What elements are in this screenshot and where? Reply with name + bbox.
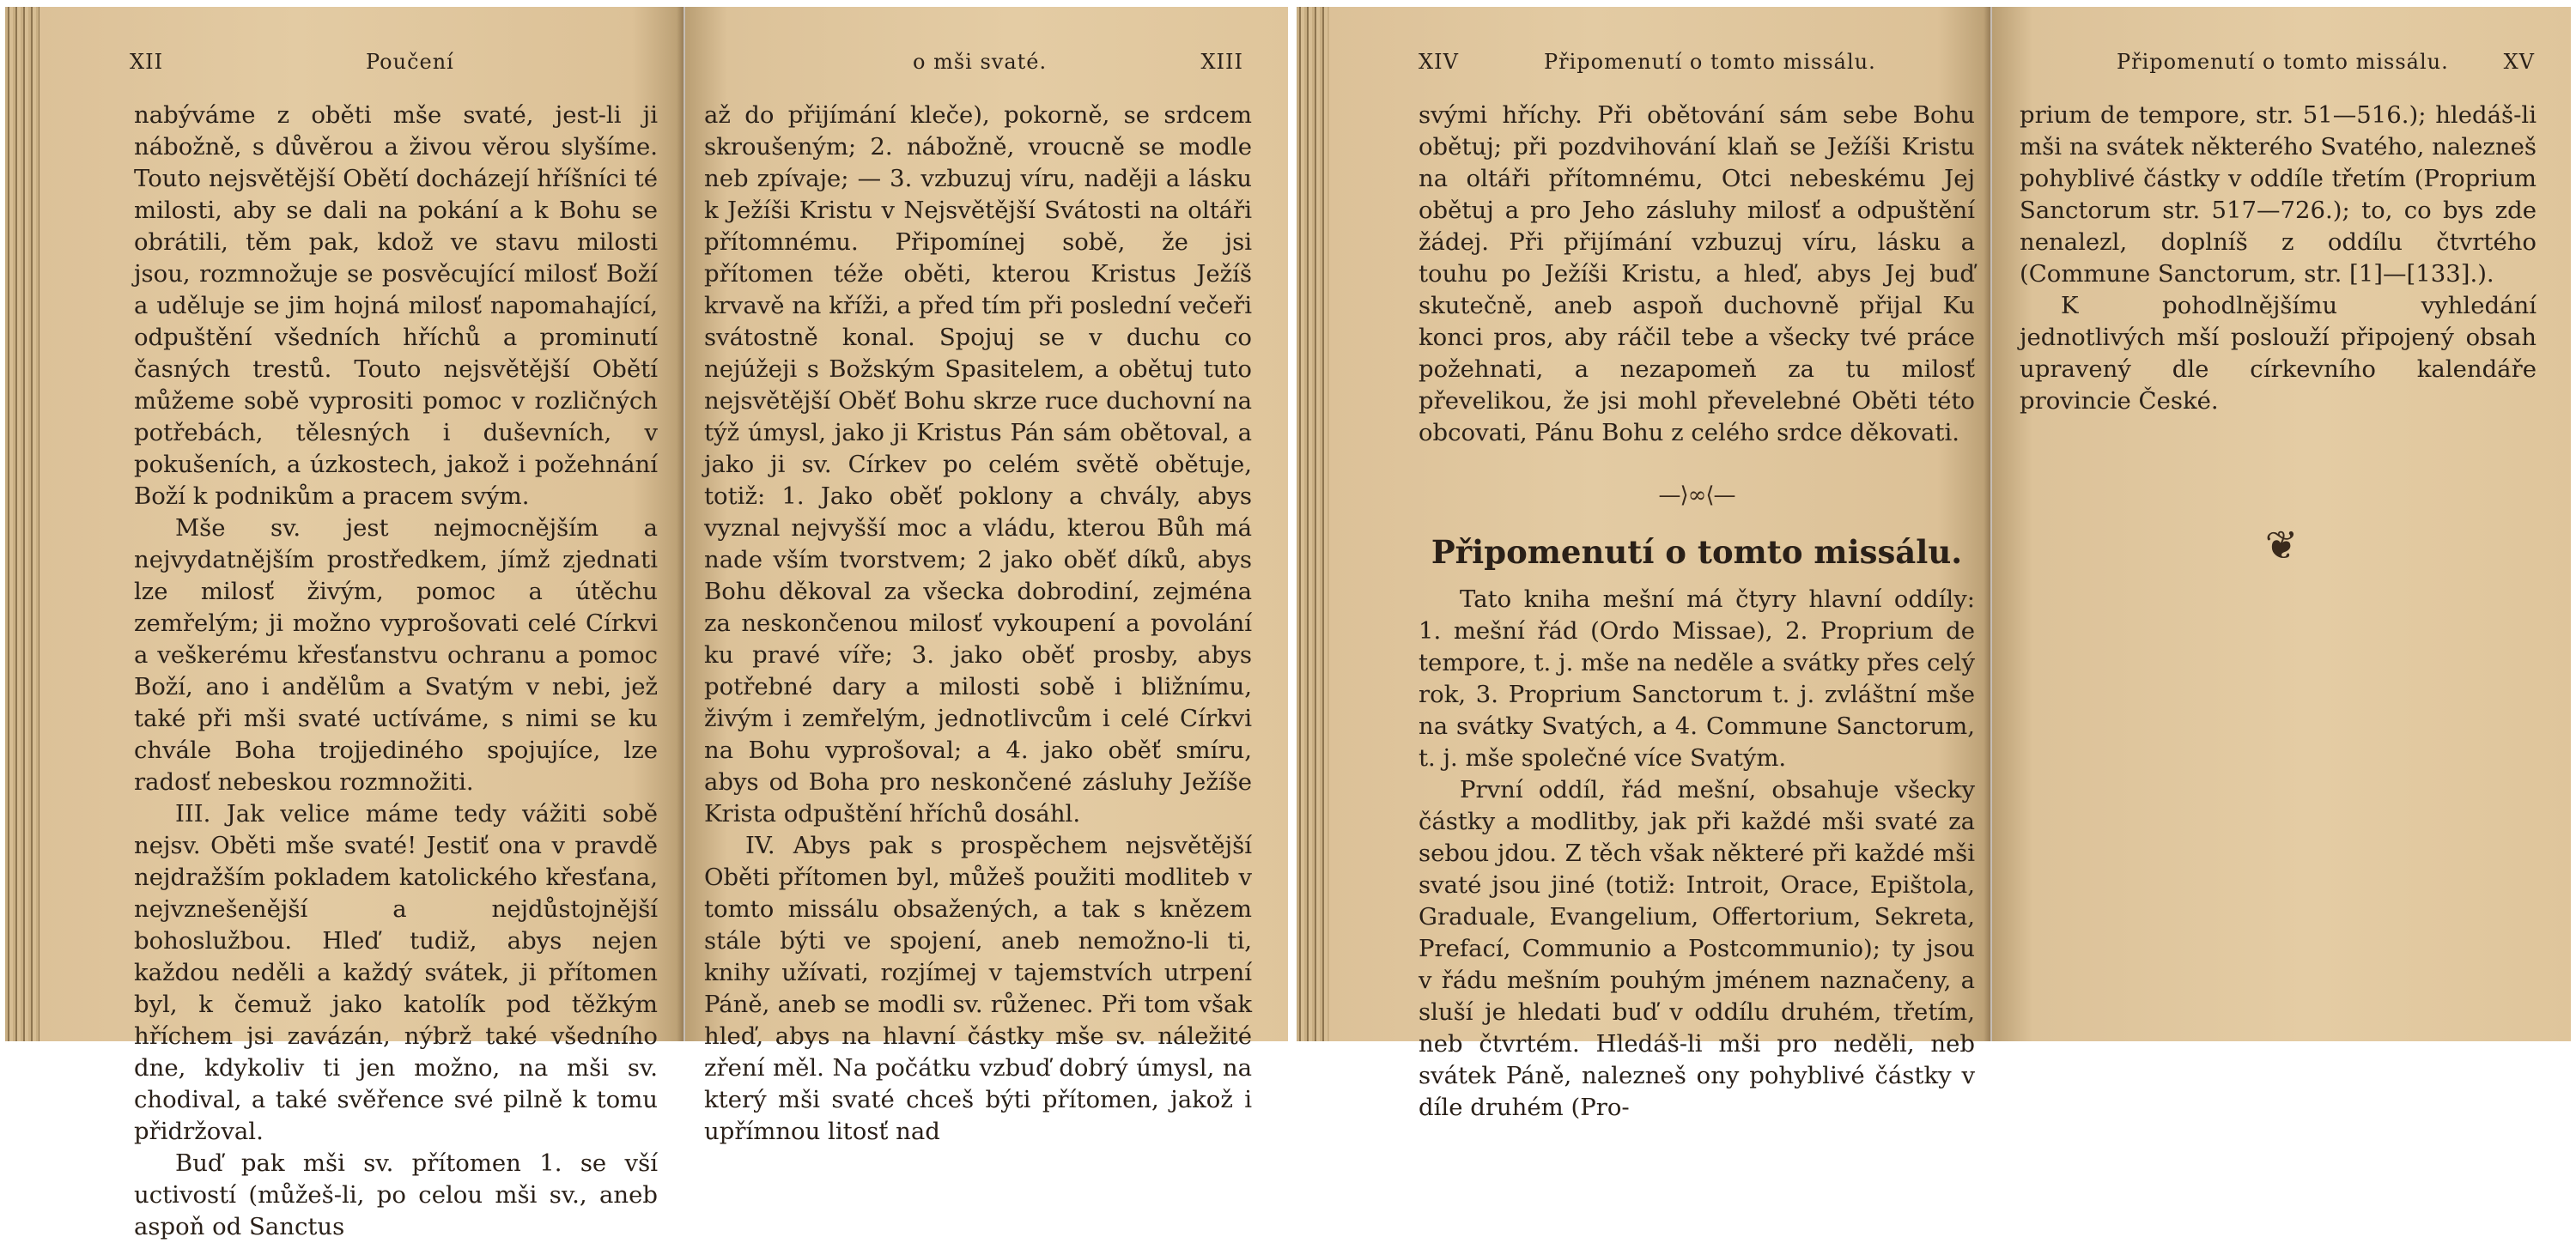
page-xv — [1992, 7, 2571, 1041]
paragraph: Buď pak mši sv. přítomen 1. se vší uctivostí (můžeš-li, po celou mši sv., aneb aspoň od Sanctus — [134, 1149, 658, 1240]
page-number: XV — [2503, 50, 2535, 74]
page-xiii — [685, 7, 1288, 1145]
page-header — [685, 50, 1288, 84]
section-title: Připomenutí o tomto missálu. — [1431, 533, 1963, 571]
page-text — [1419, 100, 1975, 1124]
paragraph: Tato kniha mešní má čtyry hlavní oddíly: 1. mešní řád (Ordo Missae), 2. Proprium de tempore, t. j. mše na neděle a svátky přes celý rok, 3. Proprium Sanctorum t. j. zvláštní mše na svátky Svatých, a 4. Commune Sanctorum, t. j. mše společné více Svatým. — [1419, 585, 1975, 772]
right-book-spread — [1297, 7, 2571, 1121]
paragraph: až do přijímání kleče), pokorně, se srdcem skroušeným; 2. nábožně, vroucně se modle neb zpívaje; — 3. vzbuzuj víru, naději a lásku k Ježíši Kristu v Nejsvětější Svátosti na oltáři přítomnému. Připomínej sobě, že jsi přítomen téže oběti, kterou Kristus Ježíš krvavě na kříži, a před tím při poslední večeři svátostně konal. Spojuj se v duchu co nejúžeji s Božským Spasitelem, a obětuj tuto nejsvětější Oběť Bohu skrze ruce duchovní na týž úmysl, jako ji Kristus Pán sám obětoval, a jako ji sv. Církev po celém světě obětuje, totiž: 1. Jako oběť poklony a chvály, abys vyznal nejvyšší moc a vládu, kterou Bůh má nade vším tvorstvem; 2 jako oběť díků, abys Bohu děkoval za všecka dobrodiní, zejména za neskončenou milosť vykoupení a povolání ku pravé víře; 3. jako oběť prosby, abys potřebné dary a milosti sobě i bližnímu, živým i zemřelým, jednotlivcům i celé Církvi na Bohu vyprošoval; a 4. jako oběť smíru, abys od Boha pro neskončené zásluhy Ježíše Krista odpuštění hříchů dosáhl. — [704, 101, 1252, 828]
running-head: o mši svaté. — [913, 50, 1048, 74]
paragraph: Mše sv. jest nejmocnějším a nejvydatnějším prostředkem, jímž zjednati lze milosť živým, pomoc a útěchu zemřelým; ji možno vyprošovati celé Církvi a veškerému křesťanstvu ochranu a pomoc Boží, ano i andělům a Svatým v nebi, jež také při mši svaté uctíváme, s nimi se ku chvále Boha trojjediného spojujíce, lze radosť nebeskou rozmnožiti. — [134, 514, 658, 796]
running-head: Poučení — [366, 50, 454, 74]
page-text — [134, 100, 658, 1243]
page-header — [1992, 50, 2571, 84]
page-text — [704, 100, 1252, 1148]
running-head: Připomenutí o tomto missálu. — [1544, 50, 1876, 74]
paragraph: První oddíl, řád mešní, obsahuje všecky částky a modlitby, jak při každé mši svaté za sebou jdou. Z těch však některé při každé mši svaté jsou jiné (totiž: Introit, Orace, Epištola, Graduale, Evangelium, Offertorium, Sekreta, Prefací, Communio a Postcommunio); ty jsou v řádu mešním pouhým jménem naznačeny, a sluší je hledati buď v oddílu druhém, třetím, neb čtvrtém. Hledáš-li mši pro neděli, neb svátek Páně, nalezneš ony pohyblivé částky v díle druhém (Pro- — [1419, 776, 1975, 1121]
running-head: Připomenutí o tomto missálu. — [2117, 50, 2449, 74]
page-number: XIII — [1200, 50, 1243, 74]
paragraph: K pohodlnějšímu vyhledání jednotlivých mší poslouží připojený obsah upravený dle církevního kalendáře provincie České. — [2020, 292, 2537, 415]
left-book-spread — [5, 7, 1288, 1240]
paragraph: svými hříchy. Při obětování sám sebe Bohu obětuj; při pozdvihování klaň se Ježíši Kristu na oltáři přítomnému, Otci nebeskému Jej obětuj a pro Jeho zásluhy milosť a odpuštění žádej. Při přijímání vzbuzuj víru, lásku a touhu po Ježíši Kristu, a hleď, abys Jej buď skutečně, aneb aspoň duchovně přijal Ku konci pros, aby ráčil tebe a všecky tvé práce požehnati, a nezapomeň za tu milosť převelikou, že jsi mohl převelebné Oběti této obcovati, Pánu Bohu z celého srdce děkovati. — [1419, 101, 1975, 446]
paragraph: IV. Abys pak s prospěchem nejsvětější Oběti přítomen byl, můžeš použiti modliteb v tomto missálu obsažených, a tak s knězem stále býti ve spojení, aneb nemožno-li ti, knihy užívati, rozjímej v tajemstvích utrpení Páně, aneb se modli sv. růženec. Při tom však hleď, abys na hlavní částky mše sv. náležité zření měl. Na počátku vzbuď dobrý úmysl, na který mši svaté chceš býti přítomen, jakož i upřímnou litosť nad — [704, 832, 1252, 1145]
page-xiv — [1329, 7, 1990, 1121]
page-number: XIV — [1419, 50, 1459, 74]
page-header — [39, 50, 683, 84]
paragraph: III. Jak velice máme tedy vážiti sobě nejsv. Oběti mše svaté! Jestiť ona v pravdě nejdražším pokladem katolického křesťana, nejvznešenější a nejdůstojnější bohoslužbou. Hleď tudiž, abys nejen každou neděli a každý svátek, ji přítomen byl, k čemuž jako katolík pod těžkým hříchem jsi zavázán, nýbrž také všedního dne, kdykoliv ti jen možno, na mši sv. chodival, a také svěřence své pilně k tomu přidržoval. — [134, 800, 658, 1145]
ornament-divider: —⟩∞⟨— — [1658, 482, 1735, 508]
paragraph: nabýváme z oběti mše svaté, jest-li ji nábožně, s důvěrou a živou věrou slyšíme. Touto nejsvětější Obětí docházejí hříšníci té milosti, aby se dali na pokání a k Bohu se obrátili, těm pak, kdož ve stavu milosti jsou, rozmnožuje se posvěcující milosť Boží a uděluje se jim hojná milosť napomahající, odpuštění všedních hříchů a prominutí časných trestů. Touto nejsvětější Obětí můžeme sobě vyprositi pomoc v rozličných potřebách, tělesných i duševních, v pokušeních, a úzkostech, jakož i požehnání Boží k podnikům a pracem svým. — [134, 101, 658, 510]
page-xii — [39, 7, 683, 1240]
floret-ornament: ❦ — [2264, 522, 2299, 568]
page-number: XII — [130, 50, 164, 74]
page-header — [1329, 50, 1990, 84]
page-text — [2020, 100, 2537, 417]
paragraph: prium de tempore, str. 51—516.); hledáš-li mši na svátek některého Svatého, nalezneš pohyblivé částky v oddíle třetím (Proprium Sanctorum str. 517—726.); to, co bys zde nenalezl, doplníš z oddílu čtvrtého (Commune Sanctorum, str. [1]—[133].). — [2020, 101, 2537, 288]
